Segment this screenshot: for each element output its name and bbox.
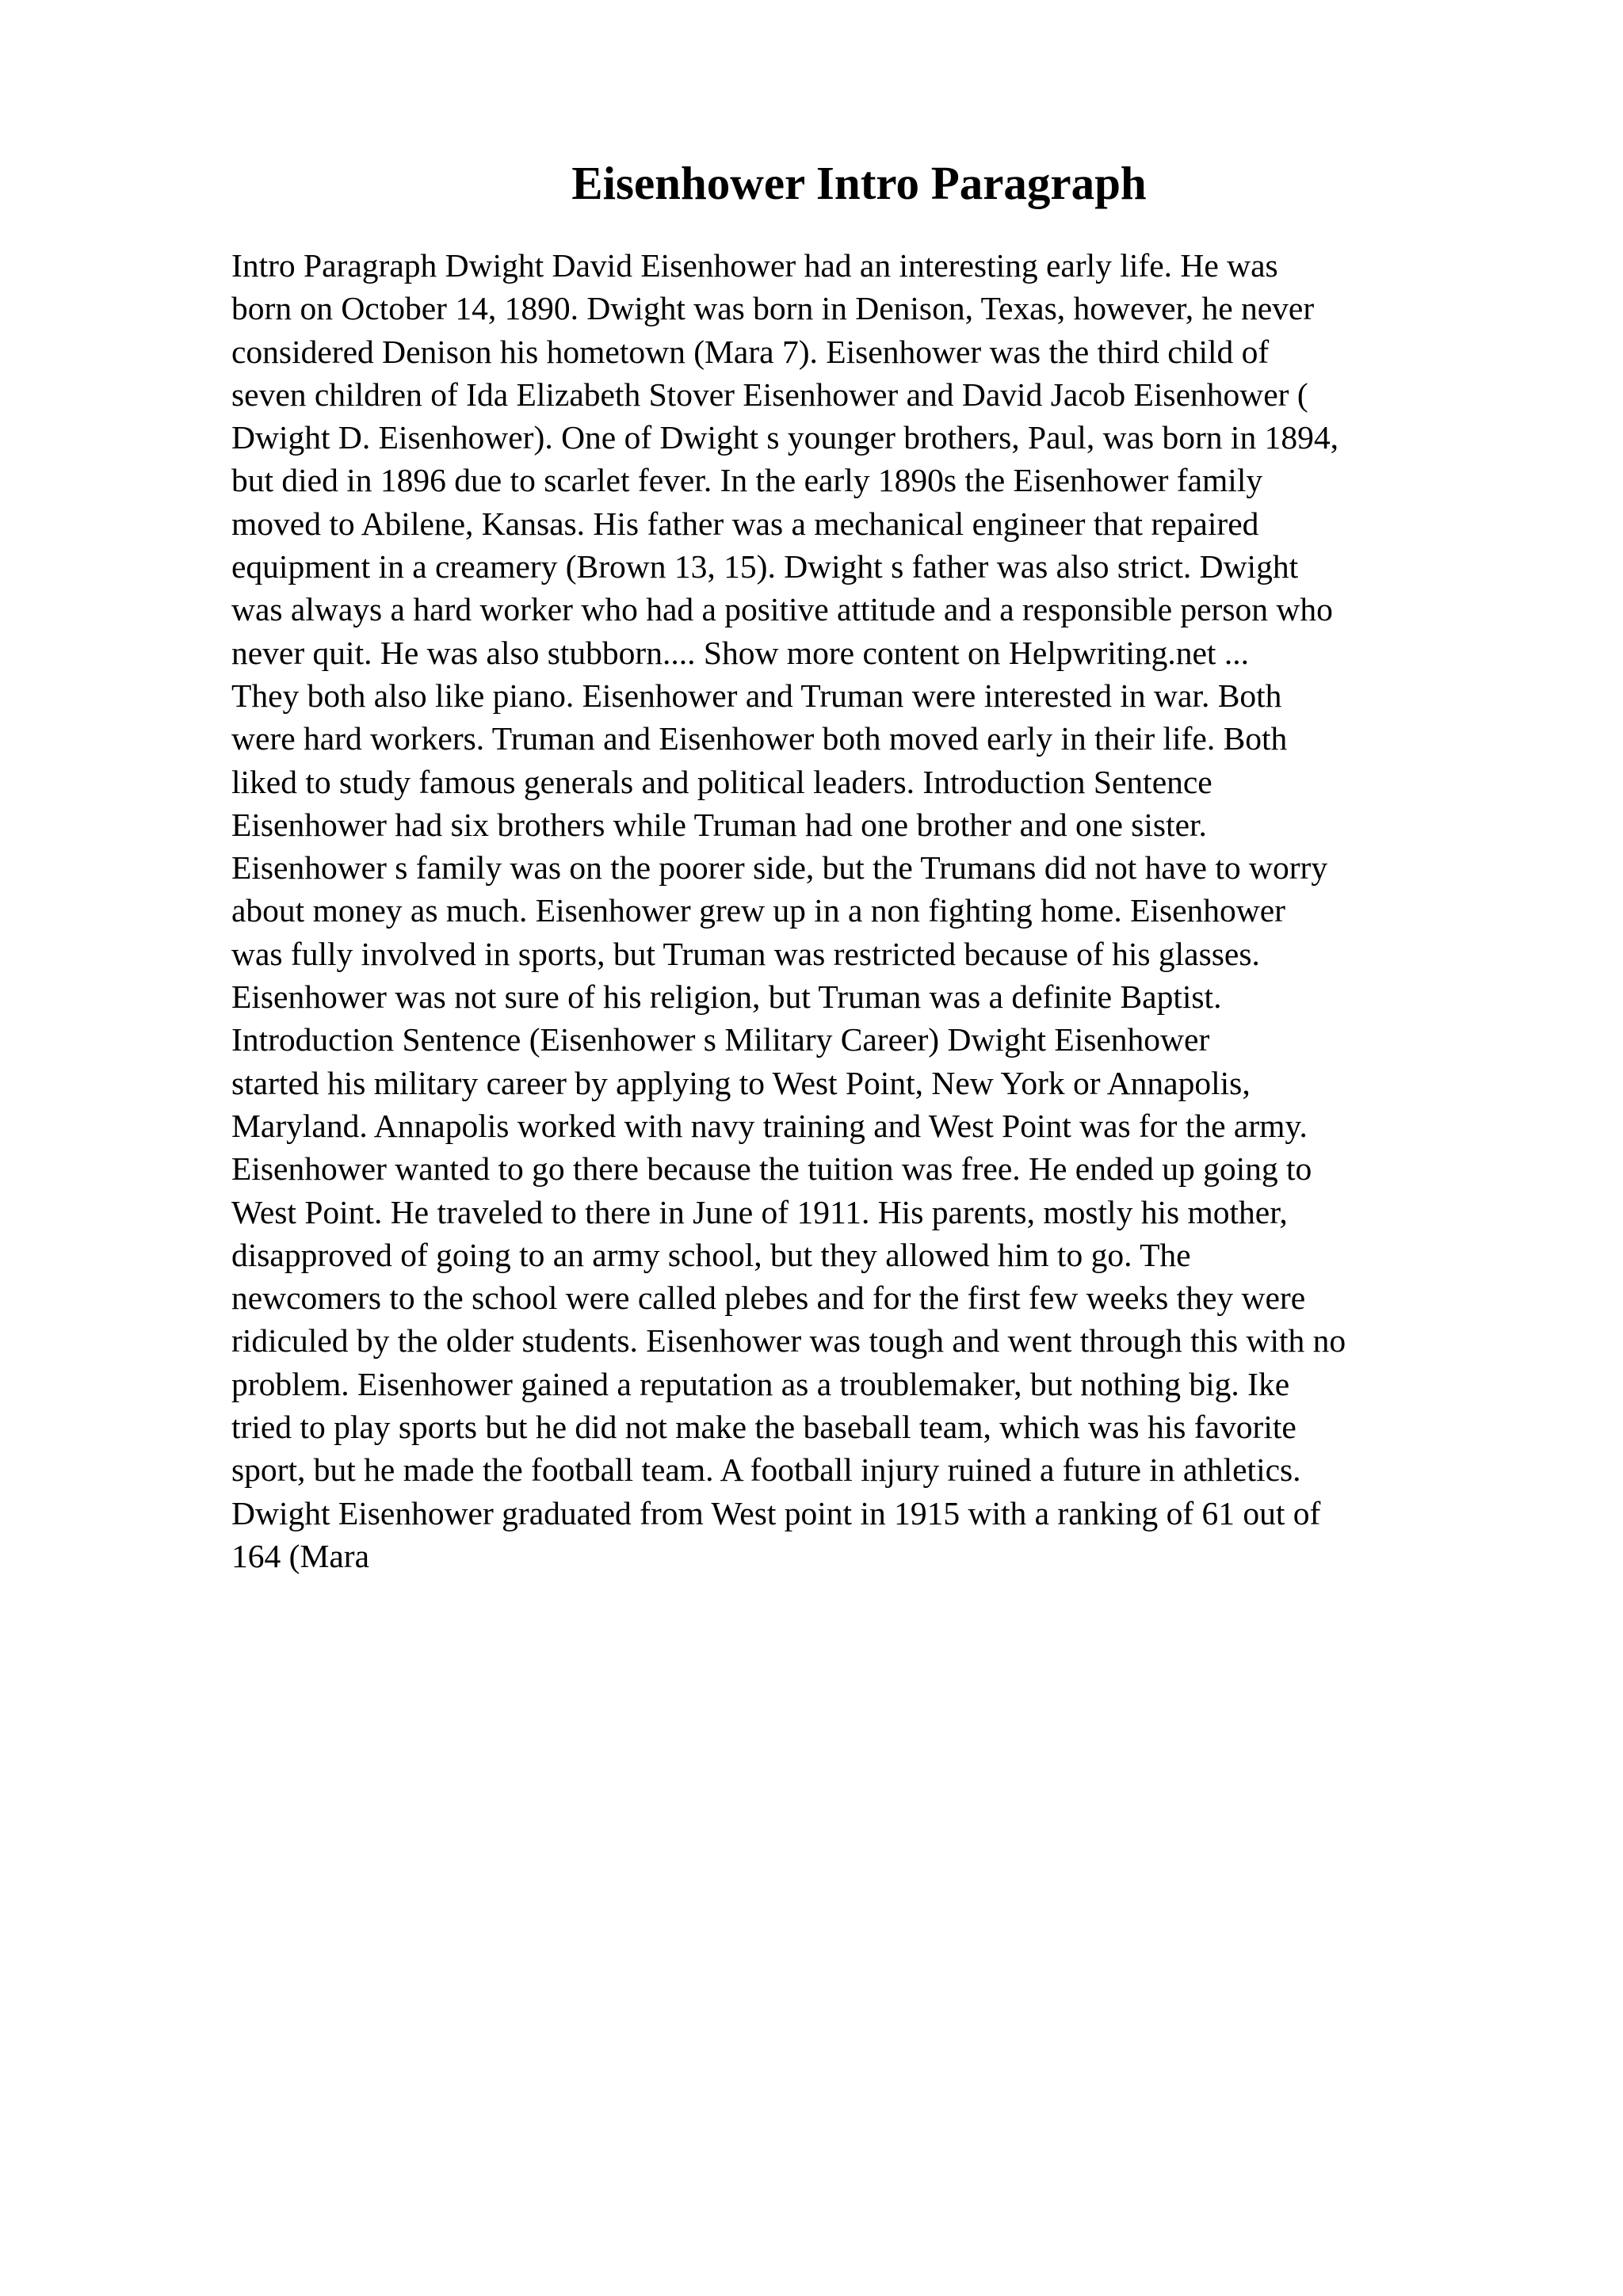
text-line: was fully involved in sports, but Truman was restricted because of his glasses.: [231, 935, 1260, 972]
text-line: sport, but he made the football team. A football injury ruined a future in athletics.: [231, 1451, 1301, 1489]
text-line: were hard workers. Truman and Eisenhower both moved early in their life. Both: [231, 720, 1288, 757]
text-line: Intro Paragraph Dwight David Eisenhower had an interesting early life. He was: [231, 247, 1278, 284]
text-line: newcomers to the school were called plebes and for the first few weeks they were: [231, 1280, 1306, 1317]
text-line: problem. Eisenhower gained a reputation as a troublemaker, but nothing big. Ike: [231, 1365, 1290, 1402]
text-line: disapproved of going to an army school, but they allowed him to go. The: [231, 1236, 1191, 1273]
text-line: Maryland. Annapolis worked with navy training and West Point was for the army.: [231, 1107, 1308, 1144]
text-line: but died in 1896 due to scarlet fever. In the early 1890s the Eisenhower family: [231, 462, 1263, 499]
text-line: never quit. He was also stubborn.... Show more content on Helpwriting.net ...: [231, 634, 1249, 671]
text-line: equipment in a creamery (Brown 13, 15). Dwight s father was also strict. Dwight: [231, 548, 1299, 585]
text-line: ridiculed by the older students. Eisenhower was tough and went through this with no: [231, 1322, 1346, 1360]
text-line: born on October 14, 1890. Dwight was born in Denison, Texas, however, he never: [231, 290, 1315, 327]
text-line: considered Denison his hometown (Mara 7). Eisenhower was the third child of: [231, 333, 1270, 370]
text-line: Dwight D. Eisenhower). One of Dwight s younger brothers, Paul, was born in 1894,: [231, 419, 1338, 456]
text-line: Eisenhower s family was on the poorer side, but the Trumans did not have to worry: [231, 849, 1328, 887]
text-line: Dwight Eisenhower graduated from West point in 1915 with a ranking of 61 out of: [231, 1494, 1321, 1531]
text-line: Eisenhower was not sure of his religion, but Truman was a definite Baptist.: [231, 978, 1222, 1016]
text-line: was always a hard worker who had a positive attitude and a responsible person who: [231, 591, 1333, 628]
text-line: 164 (Mara: [231, 1537, 370, 1574]
text-line: They both also like piano. Eisenhower and Truman were interested in war. Both: [231, 677, 1282, 714]
text-line: tried to play sports but he did not make the baseball team, which was his favorite: [231, 1409, 1296, 1446]
text-line: about money as much. Eisenhower grew up in a non fighting home. Eisenhower: [231, 892, 1286, 929]
body-paragraph: [231, 244, 1531, 1577]
text-line: started his military career by applying to West Point, New York or Annapolis,: [231, 1064, 1251, 1101]
text-line: moved to Abilene, Kansas. His father was a mechanical engineer that repaired: [231, 505, 1259, 542]
text-line: Eisenhower had six brothers while Truman had one brother and one sister.: [231, 806, 1207, 843]
text-line: West Point. He traveled to there in June of 1911. His parents, mostly his mother,: [231, 1193, 1288, 1230]
text-line: liked to study famous generals and political leaders. Introduction Sentence: [231, 763, 1212, 800]
text-line: Eisenhower wanted to go there because the tuition was free. He ended up going to: [231, 1150, 1312, 1188]
text-line: seven children of Ida Elizabeth Stover Eisenhower and David Jacob Eisenhower (: [231, 376, 1308, 413]
page-title: Eisenhower Intro Paragraph: [571, 157, 1147, 209]
text-line: Introduction Sentence (Eisenhower s Military Career) Dwight Eisenhower: [231, 1021, 1210, 1058]
